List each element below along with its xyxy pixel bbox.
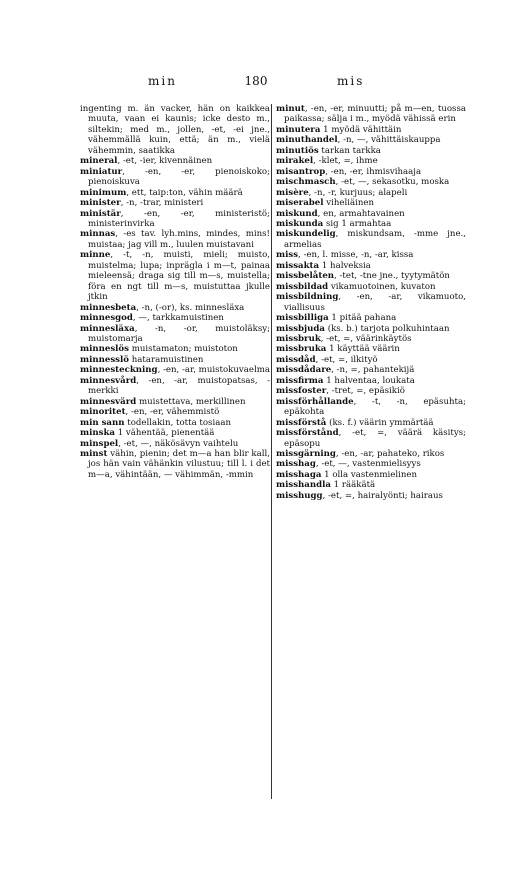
definition: , -en, -ar, muistokuvaelma [157, 365, 270, 376]
dictionary-entry [276, 282, 466, 292]
definition: , -n, -or, muistoläksy; muistomarja [88, 323, 270, 344]
headword: missakta [276, 260, 320, 271]
definition: 1 olla vastenmielinen [321, 469, 417, 480]
dictionary-entry [276, 376, 466, 386]
dictionary-entry [276, 418, 466, 428]
definition: 1 vähentää, pienentää [114, 428, 215, 439]
dictionary-entry [276, 334, 466, 344]
headword: misshaga [276, 469, 322, 480]
headword: miskundelig [276, 229, 336, 240]
headword: minut [276, 104, 305, 114]
dictionary-entry [80, 324, 270, 345]
definition: ingenting m. än vacker, hän on kaikkea muuta, vaan ei kaunis; icke desto m., siltekin; med m., jollen, -et, -ei jne., vähemmällä kuin, että; än m., vielä vähemmin, saatikka [80, 104, 270, 156]
headword: ministär [80, 208, 121, 219]
definition: , -en, -er, pienoiskoko; pienoiskuva [88, 166, 270, 188]
headword: mischmasch [276, 177, 336, 188]
dictionary-entry [276, 449, 466, 459]
definition: , -t, -n, muisti, mieli; muisto, muistelma; lupa; inprägla i m—t, painaa mieleensä; draga sig till m—s, muistella; föra en ngt till m—s, muistuttaa jkulle jtkin [88, 250, 270, 303]
dictionary-entry [276, 480, 466, 490]
dictionary-entry [276, 177, 466, 187]
dictionary-entry [80, 344, 270, 354]
definition: , -en, -er, vähemmistö [125, 407, 220, 418]
dictionary-entry [276, 125, 466, 135]
dictionary-entry [276, 271, 466, 281]
definition: , —, tarkkamuistinen [132, 313, 224, 324]
definition: , -en, -er, minuutti; på m—en, tuossa paikassa; sälja i m., myödä vähissä erin [284, 104, 466, 125]
definition: muistettava, merkillinen [136, 396, 246, 407]
definition: , -et, =, väärinkäytös [320, 333, 412, 344]
dictionary-entry [276, 491, 466, 501]
definition: sig 1 armahtaa [323, 218, 392, 229]
headword: missförstå [276, 417, 327, 428]
headword: missfoster [276, 386, 327, 397]
dictionary-entry [276, 198, 466, 208]
headword: minnas [80, 229, 116, 240]
headword: missbelåten [276, 271, 335, 282]
headword: missbilliga [276, 313, 329, 324]
definition: , -et, —, sekasotku, moska [335, 177, 450, 188]
definition: (ks. b.) tarjota polkuhintaan [324, 323, 450, 334]
headword: miskund [276, 208, 318, 219]
headword: minspel [80, 438, 119, 449]
headword: minoritet [80, 407, 126, 418]
dictionary-entry [276, 292, 466, 313]
headword: misshugg [276, 490, 323, 501]
headword: minnesgod [80, 313, 133, 324]
definition: 1 halventaa, loukata [323, 375, 415, 386]
header-guide-word-left: min [148, 74, 177, 88]
dictionary-entry [80, 428, 270, 438]
headword: minne [80, 250, 111, 261]
headword: missfirma [276, 375, 324, 386]
definition: , -n, -trar, ministeri [120, 198, 204, 209]
definition: , -klet, =, ihme [313, 156, 378, 167]
dictionary-entry [80, 198, 270, 208]
headword: minutiös [276, 145, 319, 156]
headword: minuthandel [276, 135, 338, 146]
dictionary-entry [276, 397, 466, 418]
definition: , -en, -er, ihmisvihaaja [325, 166, 422, 177]
definition: muistamaton; muistoton [129, 344, 238, 355]
headword: minnesläxa [80, 323, 135, 334]
headword: missgärning [276, 448, 336, 459]
dictionary-entry [276, 167, 466, 177]
headword: minneslös [80, 344, 129, 355]
headword: minister [80, 198, 121, 209]
definition: , -tet, -tne jne., tyytymätön [334, 271, 450, 282]
dictionary-entry [276, 229, 466, 250]
definition: , -tret, =, epäsikiö [326, 386, 405, 397]
dictionary-entry [80, 303, 270, 313]
headword: missbruka [276, 344, 327, 355]
definition: , -et, =, ilkityö [315, 354, 378, 365]
headword: minimum [80, 187, 127, 198]
definition: , -n, -r, kurjuus; alapeli [308, 187, 408, 198]
headword: minutera [276, 124, 321, 135]
headword: missförstånd [276, 428, 339, 439]
headword: misshag [276, 459, 316, 470]
headword: minnesteckning [80, 365, 158, 376]
dictionary-entry [80, 449, 270, 480]
definition: 1 käyttää väärin [326, 344, 400, 355]
dictionary-entry [276, 428, 466, 449]
dictionary-entry [276, 386, 466, 396]
page-number: 180 [244, 74, 268, 88]
headword: minnesslö [80, 354, 129, 365]
definition: , -et, —, näkösävyn vaihtelu [118, 438, 239, 449]
headword: missbildad [276, 281, 329, 292]
definition: 1 myödä vähittäin [320, 124, 402, 135]
dictionary-entry [276, 135, 466, 145]
definition: todellakin, totta tosiaan [124, 417, 231, 428]
definition: , -et, =, hairalyönti; hairaus [322, 490, 443, 501]
definition: 1 pitää pahana [328, 313, 397, 324]
definition: viheliäinen [323, 198, 374, 209]
definition: vikamuotoinen, kuvaton [328, 281, 436, 292]
headword: missbjuda [276, 323, 325, 334]
definition: , ett, taip:ton, vähin määrä [126, 187, 243, 198]
headword: mineral [80, 156, 118, 167]
definition: , -et, =, väärä käsitys; epäsopu [284, 428, 466, 449]
definition: 1 halveksia [319, 260, 371, 271]
definition: , -n, —, vähittäiskauppa [337, 135, 441, 146]
dictionary-entry [80, 229, 270, 250]
definition: , -es tav. lyh.mins, mindes, mins! muistaa; jag vill m., luulen muistavani [88, 229, 270, 250]
dictionary-entry [276, 365, 466, 375]
dictionary-entry [276, 313, 466, 323]
definition: , -et, -ier, kivennäinen [117, 156, 213, 167]
dictionary-entry [80, 209, 270, 230]
dictionary-entry [276, 344, 466, 354]
dictionary-entry [276, 146, 466, 156]
dictionary-entry [276, 156, 466, 166]
definition: , -en, l. misse, -n, -ar, kissa [298, 250, 414, 261]
definition: , -et, —, vastenmielisyys [315, 459, 421, 470]
headword: misshandla [276, 480, 331, 491]
dictionary-entry [80, 439, 270, 449]
dictionary-entry [276, 188, 466, 198]
dictionary-entry [276, 209, 466, 219]
definition: tarkan tarkka [318, 145, 381, 156]
dictionary-entry [276, 104, 466, 125]
definition: , -n, =, pahantekijä [331, 365, 415, 376]
dictionary-entry [80, 156, 270, 166]
headword: missförhållande [276, 396, 354, 407]
dictionary-entry [80, 397, 270, 407]
dictionary-entry [80, 188, 270, 198]
definition: hataramuistinen [129, 354, 204, 365]
headword: minska [80, 428, 115, 439]
headword: missbruk [276, 333, 321, 344]
dictionary-entry [80, 407, 270, 417]
dictionary-entry [276, 324, 466, 334]
dictionary-entry [276, 250, 466, 260]
headword: min sann [80, 417, 125, 428]
headword: miskunda [276, 218, 324, 229]
headword: misère [276, 187, 309, 198]
headword: minnesvård [80, 375, 137, 386]
definition: , -en, -ar, muistopatsas, -merkki [88, 375, 270, 397]
definition: (ks. f.) väärin ymmärtää [326, 417, 434, 428]
definition: , -en, -ar, vikamuoto, viallisuus [284, 292, 466, 313]
headword: miserabel [276, 198, 324, 209]
column-divider [271, 104, 272, 799]
headword: miniatur [80, 166, 123, 177]
dictionary-entry [276, 261, 466, 271]
left-column [80, 104, 270, 480]
definition: , miskundsam, -mme jne., armelias [284, 229, 466, 250]
definition: , -n, (-or), ks. minnesläxa [136, 302, 245, 313]
dictionary-entry [276, 355, 466, 365]
dictionary-entry [276, 219, 466, 229]
headword: minnesbeta [80, 302, 137, 313]
definition: 1 rääkätä [330, 480, 376, 491]
dictionary-entry [80, 250, 270, 302]
headword: miss [276, 250, 299, 261]
header-guide-word-right: mis [337, 74, 365, 88]
dictionary-entry [80, 313, 270, 323]
dictionary-entry [80, 418, 270, 428]
definition: vähin, pienin; det m—a han blir kall, jos hän vain vähänkin vilustuu; till l. i det m—a, vähintään, — vähimmän, -mmin [88, 448, 270, 480]
dictionary-entry [80, 376, 270, 397]
definition: , -en, -ar, pahateko, rikos [335, 448, 445, 459]
headword: missbildning [276, 292, 339, 303]
headword: mirakel [276, 156, 314, 167]
headword: minnesvärd [80, 396, 137, 407]
headword: missdådare [276, 365, 332, 376]
dictionary-entry [80, 355, 270, 365]
right-column [276, 104, 466, 501]
headword: missdåd [276, 354, 316, 365]
definition: , en, armahtavainen [317, 208, 405, 219]
definition: , -t, -n, epäsuhta; epäkohta [284, 396, 466, 418]
headword: misantrop [276, 166, 326, 177]
dictionary-entry [80, 104, 270, 156]
dictionary-entry [276, 470, 466, 480]
dictionary-entry [80, 365, 270, 375]
headword: minst [80, 448, 108, 459]
dictionary-entry [80, 167, 270, 188]
dictionary-entry [276, 459, 466, 469]
definition: , -en, -er, ministeristö; ministerinvirka [88, 208, 270, 229]
page-header [0, 74, 512, 90]
